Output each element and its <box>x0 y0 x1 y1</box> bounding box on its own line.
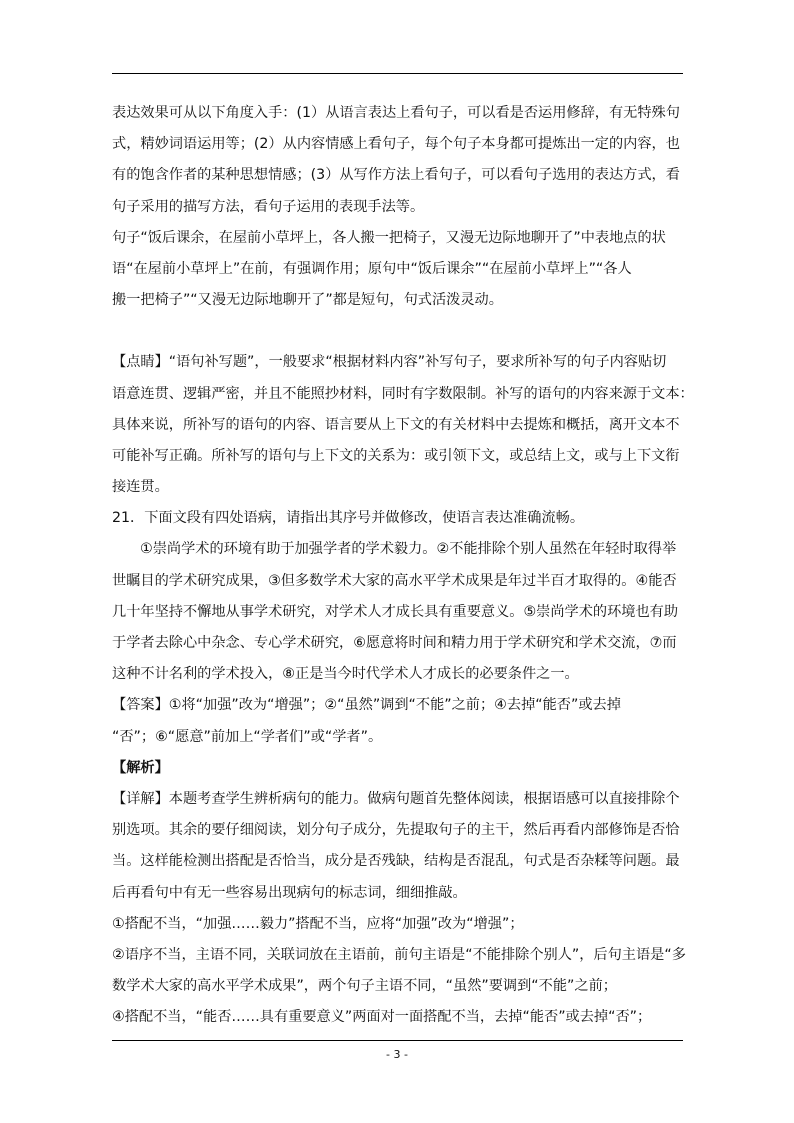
text-line: 接连贯。 <box>112 479 169 496</box>
text-line: 数学术大家的高水平学术成果”，两个句子主语不同，“虽然”要调到“不能”之前； <box>112 978 617 995</box>
text-line: 句子“饭后课余，在屋前小草坪上，各人搬一把椅子，又漫无边际地聊开了”中表地点的状 <box>112 229 666 246</box>
text-line: 式，精妙词语运用等；(2）从内容情感上看句子，每个句子本身都可提炼出一定的内容，也 <box>112 136 680 153</box>
text-line: 别选项。其余的要仔细阅读，划分句子成分，先提取句子的主干，然后再看内部修饰是否恰 <box>112 822 680 839</box>
text-line: 搬一把椅子”“又漫无边际地聊开了”都是短句，句式活泼灵动。 <box>112 292 503 309</box>
text-line: 具体来说，所补写的语句的内容、语言要从上下文的有关材料中去提炼和概括，离开文本不 <box>112 416 680 433</box>
text-line: 这种不计名利的学术投入，⑧正是当今时代学术人才成长的必要条件之一。 <box>112 666 579 683</box>
text-line: ①搭配不当，“加强……毅力”搭配不当，应将“加强”改为“增强”； <box>112 915 524 932</box>
text-line: 于学者去除心中杂念、专心学术研究，⑥愿意将时间和精力用于学术研究和学术交流，⑦而 <box>112 635 677 651</box>
text-line: 后再看句中有无一些容易出现病句的标志词，细细推敲。 <box>112 884 467 901</box>
text-line: 语“在屋前小草坪上”在前，有强调作用；原句中“饭后课余”“在屋前小草坪上”“各人 <box>112 260 632 277</box>
text-line: ①崇尚学术的环境有助于加强学者的学术毅力。②不能排除个别人虽然在年轻时取得举 <box>140 541 677 558</box>
text-line: ④搭配不当，“能否……具有重要意义”两面对一面搭配不当，去掉“能否”或去掉“否”； <box>112 1009 652 1026</box>
text-line: 【详解】本题考查学生辨析病句的能力。做病句题首先整体阅读，根据语感可以直接排除个 <box>112 790 680 807</box>
header-rule <box>112 73 683 74</box>
text-line: 可能补写正确。所补写的语句与上下文的关系为：或引领下文，或总结上文，或与上下文衔 <box>112 447 680 464</box>
text-line: 世瞩目的学术研究成果，③但多数学术大家的高水平学术成果是年过半百才取得的。④能否 <box>112 572 677 589</box>
text-line: “否”；⑥“愿意”前加上“学者们”或“学者”。 <box>112 728 383 745</box>
text-line: 有的饱含作者的某种思想情感；(3）从写作方法上看句子，可以看句子选用的表达方式，看 <box>112 167 680 184</box>
document-body <box>112 98 694 1033</box>
text-line: 当。这样能检测出搭配是否恰当，成分是否残缺，结构是否混乱，句式是否杂糅等问题。最 <box>112 853 680 870</box>
text-line: 【答案】①将“加强”改为“增强”；②“虽然”调到“不能”之前；④去掉“能否”或去掉 <box>112 697 621 714</box>
text-line: 【点睛】“语句补写题”，一般要求“根据材料内容”补写句子，要求所补写的句子内容贴切 <box>112 354 667 371</box>
text-line: 【解析】 <box>112 759 169 776</box>
text-line: 表达效果可从以下角度入手：(1）从语言表达上看句子，可以看是否运用修辞，有无特殊句 <box>112 105 680 121</box>
text-line: 几十年坚持不懈地从事学术研究，对学术人才成长具有重要意义。⑤崇尚学术的环境也有助 <box>112 603 679 620</box>
blank-line <box>112 316 684 347</box>
text-line: 句子采用的描写方法，看句子运用的表现手法等。 <box>112 198 425 215</box>
footer-rule <box>112 1040 683 1041</box>
text-line: ②语序不当，主语不同，关联词放在主语前，前句主语是“不能排除个别人”，后句主语是“多 <box>112 946 686 963</box>
page-number: - 3 - <box>386 1048 408 1061</box>
text-line: 21．下面文段有四处语病，请指出其序号并做修改，使语言表达准确流畅。 <box>112 510 585 527</box>
text-line: 语意连贯、逻辑严密，并且不能照抄材料，同时有字数限制。补写的语句的内容来源于文本： <box>112 385 694 402</box>
